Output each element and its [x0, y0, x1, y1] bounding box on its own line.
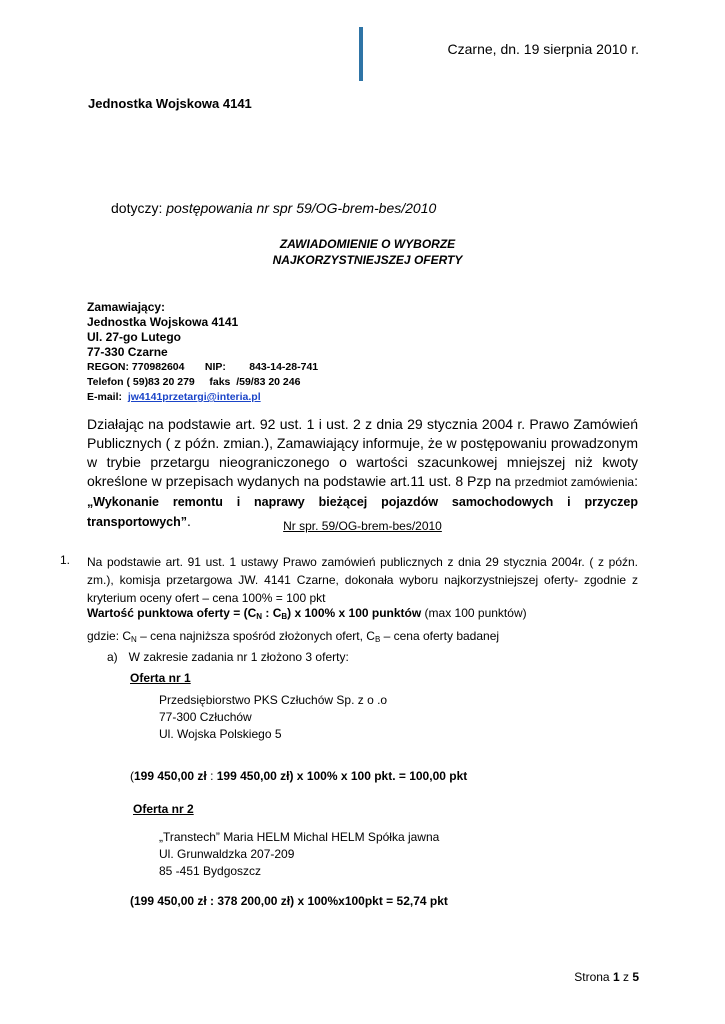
offer-2-address	[159, 829, 439, 880]
offer-2-line: 85 -451 Bydgoszcz	[159, 864, 262, 878]
point-number: 1.	[60, 553, 71, 567]
contracting-party-name: Jednostka Wojskowa 4141	[87, 315, 239, 329]
where-sub-b: B	[374, 635, 381, 644]
offer-1-address	[159, 692, 387, 743]
intro-colon: :	[634, 473, 638, 489]
offer-1-title: Oferta nr 1	[130, 671, 191, 685]
contracting-party-city: 77-330 Czarne	[87, 345, 168, 359]
formula-legend	[87, 629, 499, 644]
unit-name: Jednostka Wojskowa 4141	[88, 96, 252, 111]
regon-nip: REGON: 770982604 NIP: 843-14-28-741	[87, 361, 319, 373]
footer-prefix: Strona	[574, 970, 613, 984]
procedure-number: Nr spr. 59/OG-brem-bes/2010	[283, 519, 442, 533]
header-accent-bar	[359, 27, 363, 81]
offer-2-title: Oferta nr 2	[133, 802, 194, 816]
page-footer	[574, 970, 639, 984]
formula-b: : C	[262, 606, 282, 620]
intro-text: Działając na podstawie art. 92 ust. 1 i ust. 2 z dnia 29 stycznia 2004 r. Prawo Zamówień Publicznych ( z późn. zmian.), Zamawiający informuje, że w postępowaniu prowadzonym w trybie przetargu nieograniczonego o wartości szacunkowej mniejszej niż kwoty określone w przepisach wydanych na podstawie art.11 ust. 8 Pzp na	[87, 416, 638, 489]
offer-1-line: 77-300 Człuchów	[159, 710, 252, 724]
offer-1-calc-a: (	[130, 769, 134, 783]
point-1-text: Na podstawie art. 91 ust. 1 ustawy Prawo zamówień publicznych z dnia 29 stycznia 2004r. ( z późn. zm.), komisja przetargowa JW. 4141 Czarne, dokonała wyboru najkorzystniejszej oferty- zgodnie z kryterium oceny ofert – cena 100% = 100 pkt	[87, 555, 638, 605]
offer-1-calc-c: :	[206, 769, 217, 783]
offer-1-calc-d: 199 450,00 zł) x 100% x 100 pkt. = 100,00 pkt	[216, 769, 468, 783]
subject-prefix: dotyczy:	[111, 200, 167, 216]
formula-sub-n: N	[256, 612, 263, 621]
email-link[interactable]: jw4141przetargi@interia.pl	[127, 391, 261, 403]
offer-1-line: Ul. Wojska Polskiego 5	[159, 727, 282, 741]
where-a: gdzie: C	[87, 629, 132, 643]
footer-middle: z	[619, 970, 633, 984]
sub-point-a	[107, 650, 349, 664]
contracting-party-label: Zamawiający:	[87, 300, 166, 314]
offer-2-line: „Transtech” Maria HELM Michal HELM Spółka jawna	[159, 830, 440, 844]
sub-a-text: W zakresie zadania nr 1 złożono 3 oferty:	[128, 650, 349, 664]
offer-1-calc-b: 199 450,00 zł	[134, 769, 207, 783]
title-line-2: NAJKORZYSTNIEJSZEJ OFERTY	[272, 253, 463, 267]
formula-sub-b: B	[281, 612, 288, 621]
subject-text: postępowania nr spr 59/OG-brem-bes/2010	[166, 200, 437, 216]
offer-2-line: Ul. Grunwaldzka 207-209	[159, 847, 295, 861]
document-date: Czarne, dn. 19 sierpnia 2010 r.	[447, 41, 639, 57]
offer-1-line: Przedsiębiorstwo PKS Człuchów Sp. z o .o	[159, 693, 388, 707]
formula-a: Wartość punktowa oferty = (C	[87, 606, 257, 620]
footer-page: 1	[612, 970, 620, 984]
footer-total: 5	[632, 970, 639, 984]
score-formula	[87, 606, 527, 621]
where-b: – cena najniższa spośród złożonych ofert, C	[136, 629, 375, 643]
intro-small: przedmiot zamówienia	[514, 475, 635, 489]
contracting-party-street: Ul. 27-go Lutego	[87, 330, 181, 344]
title-line-1: ZAWIADOMIENIE O WYBORZE	[279, 237, 456, 251]
offer-1-calc	[130, 769, 467, 783]
email-label: E-mail:	[87, 391, 128, 403]
offer-2-calc: (199 450,00 zł : 378 200,00 zł) x 100%x100pkt = 52,74 pkt	[130, 894, 448, 908]
intro-subject-bold: „Wykonanie remontu i naprawy bieżącej pojazdów samochodowych i przyczep transportowych”	[87, 495, 638, 529]
formula-c: ) x 100% x 100 punktów	[287, 606, 422, 620]
subject-line	[111, 200, 436, 216]
intro-end: .	[187, 513, 191, 529]
where-c: – cena oferty badanej	[380, 629, 500, 643]
formula-note: (max 100 punktów)	[421, 606, 527, 620]
phone-fax: Telefon ( 59)83 20 279 faks /59/83 20 246	[87, 376, 301, 388]
email-row	[87, 390, 318, 405]
where-sub-n: N	[131, 635, 137, 644]
contracting-party-block	[87, 300, 318, 405]
sub-a-label: a)	[107, 650, 118, 664]
intro-paragraph	[87, 415, 638, 532]
